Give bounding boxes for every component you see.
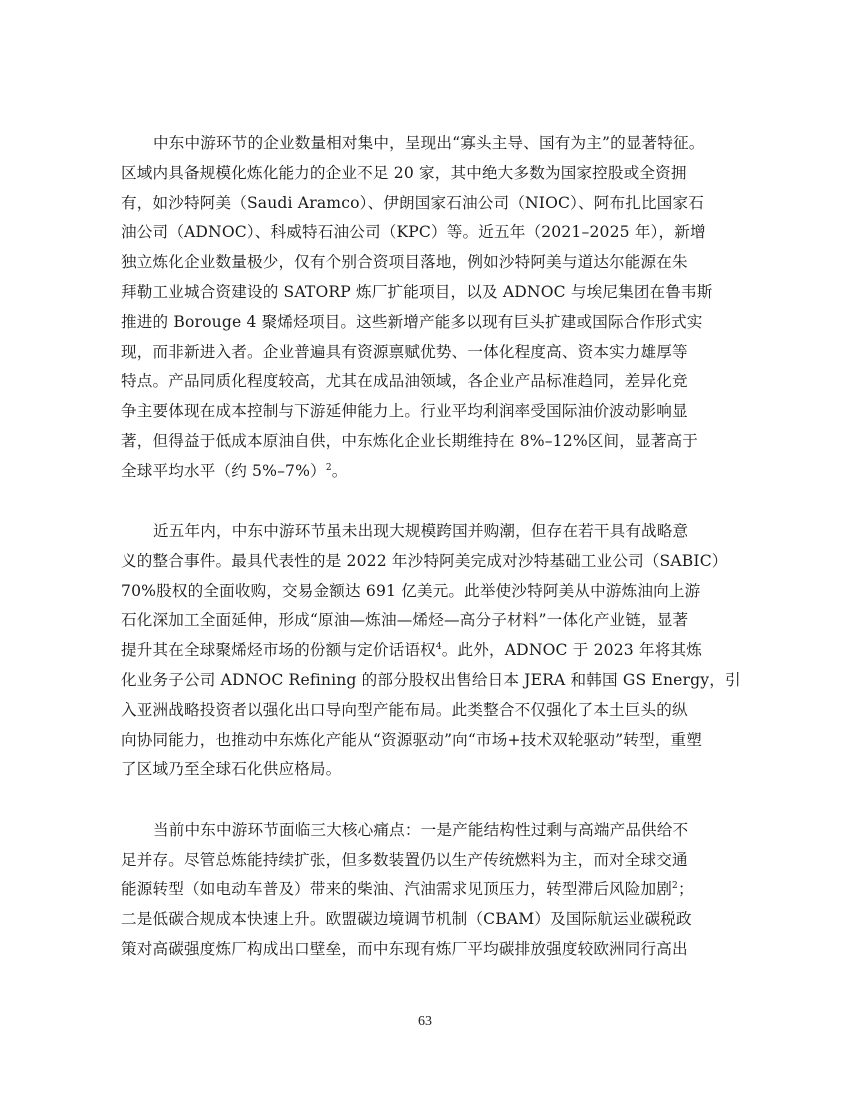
text-line: 策对高碳强度炼厂构成出口壁垒，而中东现有炼厂平均碳排放强度较欧洲同行高出 [121,939,688,958]
text-line: 争主要体现在成本控制与下游延伸能力上。行业平均利润率受国际油价波动影响显 [121,402,688,421]
footnote-ref: 2 [672,881,678,892]
text-line: 义的整合事件。最具代表性的是 2022 年沙特阿美完成对沙特基础工业公司（SABIC） [121,551,728,570]
text-line: 向协同能力，也推动中东炼化产能从“资源驱动”向“市场+技术双轮驱动”转型，重塑 [121,730,702,749]
text-line: 现，而非新进入者。企业普遍具有资源禀赋优势、一体化程度高、资本实力雄厚等 [121,342,688,361]
text-line: 了区域乃至全球石化供应格局。 [121,760,342,779]
footnote-ref: 2 [325,462,332,473]
footnote-ref: 4 [435,642,442,653]
text-line: 独立炼化企业数量极少，仅有个别合资项目落地，例如沙特阿美与道达尔能源在朱 [121,253,688,272]
text-segment: 全球平均水平（约 5%–7%） [121,461,326,480]
paragraph-spacer [121,785,733,816]
paragraph-2 [121,517,741,785]
text-line [121,875,733,905]
page-number: 63 [418,1014,432,1029]
text-segment: 。 [331,461,348,480]
text-segment: 提升其在全球聚烯烃市场的份额与定价话语权 [121,641,436,660]
text-line: 石化深加工全面延伸，形成“原油—炼油—烯烃—高分子材料”一体化产业链，显著 [121,611,689,630]
paragraph-1 [121,129,733,487]
text-line: 中东中游环节的企业数量相对集中，呈现出“寡头主导、国有为主”的显著特征。 [153,134,705,152]
text-line: 有，如沙特阿美（Saudi Aramco）、伊朗国家石油公司（NIOC）、阿布扎比国家石 [121,193,705,212]
text-line: 特点。产品同质化程度较高，尤其在成品油领域，各企业产品标准趋同，差异化竞 [121,372,688,391]
text-line: 化业务子公司 ADNOC Refining 的部分股权出售给日本 JERA 和韩国 GS Energy，引 [121,671,741,690]
paragraph-spacer [121,487,733,518]
text-line: 入亚洲战略投资者以强化出口导向型产能布局。此类整合不仅强化了本土巨头的纵 [121,700,688,719]
text-segment: ； [677,880,694,899]
text-segment: 。此外，ADNOC 于 2023 年将其炼 [441,641,702,660]
text-line: 区域内具备规模化炼化能力的企业不足 20 家，其中绝大多数为国家控股或全资拥 [121,163,687,182]
text-line: 当前中东中游环节面临三大核心痛点：一是产能结构性过剩与高端产品供给不 [153,820,689,839]
text-line: 二是低碳合规成本快速上升。欧盟碳边境调节机制（CBAM）及国际航运业碳税政 [121,910,692,929]
text-line: 足并存。尽管总炼能持续扩张，但多数装置仍以生产传统燃料为主，而对全球交通 [121,850,688,869]
text-line: 拜勒工业城合资建设的 SATORP 炼厂扩能项目，以及 ADNOC 与埃尼集团在鲁韦斯 [121,282,713,301]
paragraph-3 [121,816,733,965]
text-line [121,636,733,666]
text-line: 70%股权的全面收购，交易金额达 691 亿美元。此举使沙特阿美从中游炼油向上游 [121,581,701,600]
text-line: 近五年内，中东中游环节虽未出现大规模跨国并购潮，但存在若干具有战略意 [153,522,689,541]
text-line: 推进的 Borouge 4 聚烯烃项目。这些新增产能多以现有巨头扩建或国际合作形式实 [121,312,703,331]
text-line: 著，但得益于低成本原油自供，中东炼化企业长期维持在 8%–12%区间，显著高于 [121,431,699,450]
text-line [121,457,733,487]
text-segment: 能源转型（如电动车普及）带来的柴油、汽油需求见顶压力，转型滞后风险加剧 [121,880,673,899]
body-text [121,129,741,965]
text-line: 油公司（ADNOC）、科威特石油公司（KPC）等。近五年（2021–2025 年），新增 [121,223,706,242]
